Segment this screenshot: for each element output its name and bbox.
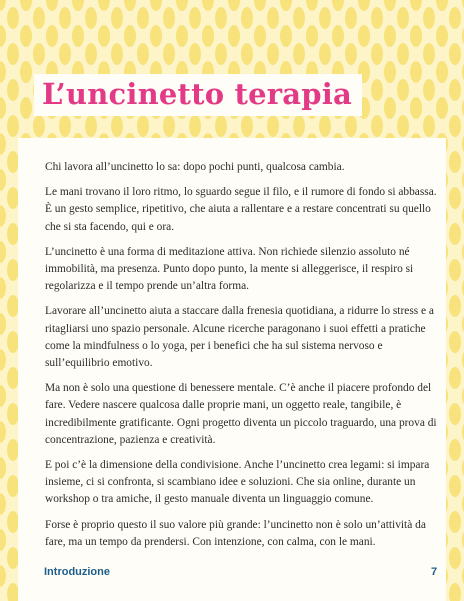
paragraph: Le mani trovano il loro ritmo, lo sguardo segue il filo, e il rumore di fondo si abbassa. È un gesto semplice, ripetitivo, che aiuta a rallentare e a restare concentrati su quello che si sta facendo, qui e ora. bbox=[45, 186, 437, 233]
footer-section-label: Introduzione bbox=[44, 566, 110, 578]
paragraph: L’uncinetto è una forma di meditazione attiva. Non richiede silenzio assoluto né immobilità, ma presenza. Punto dopo punto, la mente si alleggerisce, il respiro si regolarizza e il tempo prende un’altra forma. bbox=[45, 245, 414, 293]
paragraph: Lavorare all’uncinetto aiuta a staccare dalla frenesia quotidiana, a ridurre lo stress e a ritagliarsi uno spazio personale. Alcune ricerche paragonano i suoi effetti a pratiche come la mindfulness o lo yoga, per i benefici che ha sul sistema nervoso e sull’equilibrio emotivo. bbox=[45, 305, 434, 370]
page-number: 7 bbox=[431, 566, 438, 578]
paragraph: E poi c’è la dimensione della condivisione. Anche l’uncinetto crea legami: si impara insieme, ci si confronta, si scambiano idee e soluzioni. Che sia online, durante un workshop o tra amiche, il gesto manuale diventa un linguaggio comune. bbox=[45, 459, 430, 506]
body-text bbox=[45, 159, 437, 559]
page-title: L’uncinetto terapia bbox=[34, 74, 362, 116]
paragraph: Chi lavora all’uncinetto lo sa: dopo pochi punti, qualcosa cambia. bbox=[45, 161, 345, 173]
paragraph: Ma non è solo una questione di benessere mentale. C’è anche il piacere profondo del fare. Vedere nascere qualcosa dalle proprie mani, un oggetto reale, tangibile, è incredibilmente gratificante. Ogni progetto diventa un piccolo traguardo, una prova di concentrazione, pazienza e creatività. bbox=[45, 382, 437, 446]
paragraph: Forse è proprio questo il suo valore più grande: l’uncinetto non è solo un’attività da fare, ma un tempo da prendersi. Con intenzione, con calma, con le mani. bbox=[45, 518, 426, 548]
